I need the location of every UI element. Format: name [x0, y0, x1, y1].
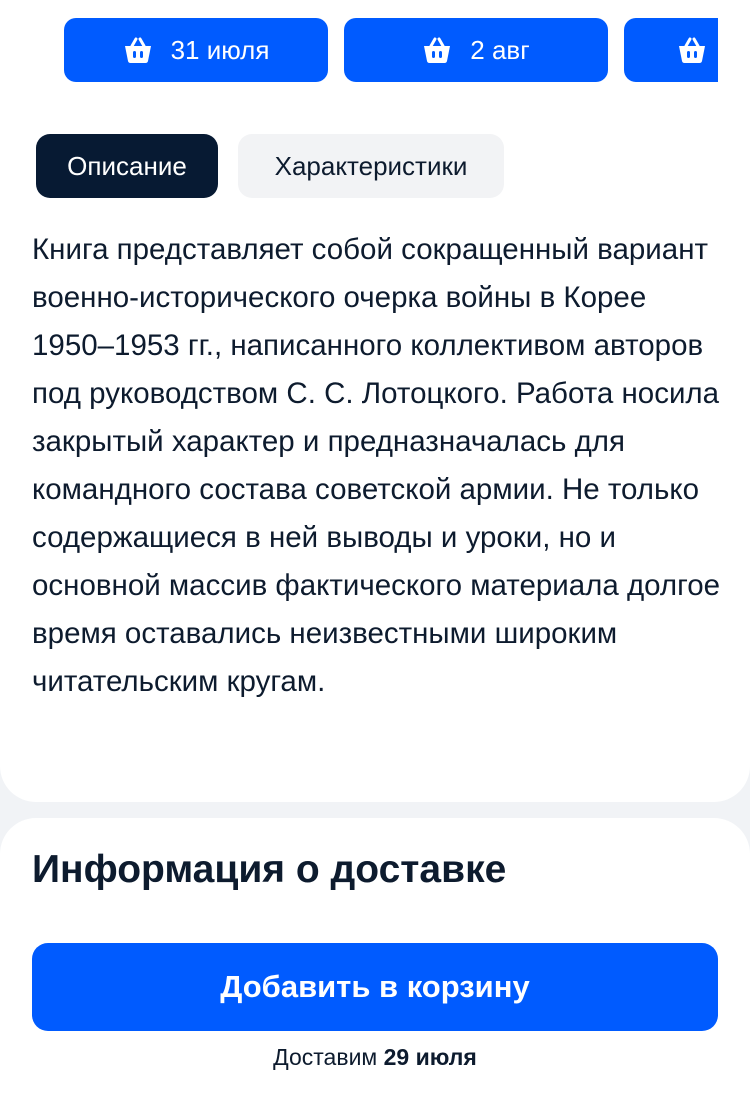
basket-icon	[123, 36, 153, 64]
delivery-info-title: Информация о доставке	[32, 848, 507, 891]
product-description: Книга представляет собой сокращенный вариант военно-исторического очерка войны в Корее 1950–1953 гг., написанного коллективом авторов под руководством С. С. Лотоцкого. Работа носила закрытый характер и предназначалась для командного состава советской армии. Не только содержащиеся в ней выводы и уроки, но и основной массив фактического материала долгое время оставались неизвестными широким читательским кругам.	[32, 233, 721, 698]
delivery-estimate-date: 29 июля	[383, 1044, 477, 1070]
basket-icon	[422, 36, 452, 64]
delivery-date-label: 31 июля	[170, 34, 270, 65]
tab-characteristics[interactable]: Характеристики	[238, 134, 504, 198]
delivery-estimate	[0, 1044, 750, 1071]
delivery-date-button-1[interactable]	[64, 18, 328, 82]
product-tabs	[36, 134, 504, 198]
delivery-info-card	[0, 818, 750, 1118]
delivery-date-button-2[interactable]	[344, 18, 608, 82]
delivery-date-label: 2 авг	[470, 34, 530, 65]
add-to-cart-button[interactable]: Добавить в корзину	[32, 943, 718, 1031]
tab-description[interactable]: Описание	[36, 134, 218, 198]
basket-icon	[677, 36, 707, 64]
delivery-estimate-prefix: Доставим	[273, 1044, 384, 1070]
delivery-date-button-3[interactable]	[624, 18, 718, 82]
delivery-date-strip[interactable]	[0, 18, 718, 82]
